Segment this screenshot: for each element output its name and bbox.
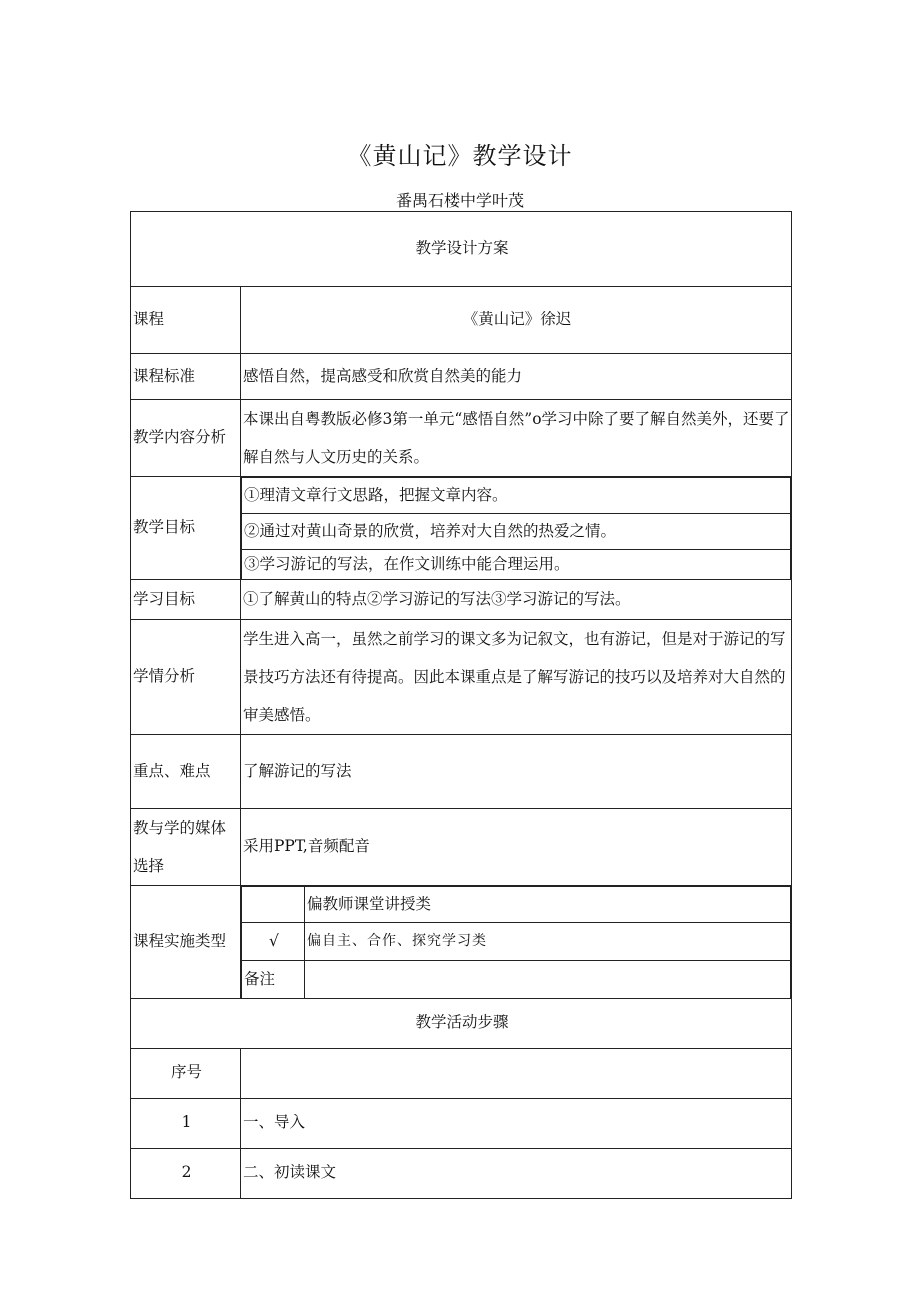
step-number: 1 bbox=[131, 1098, 241, 1148]
standard-label: 课程标准 bbox=[131, 354, 241, 400]
teaching-goal-item: ③学习游记的写法，在作文训练中能合理运用。 bbox=[242, 550, 791, 579]
step-text: 二、初读课文 bbox=[241, 1148, 792, 1198]
key-points-value: 了解游记的写法 bbox=[241, 735, 792, 809]
course-type-label: 课程实施类型 bbox=[131, 886, 241, 999]
note-value bbox=[305, 961, 791, 998]
course-type-cell bbox=[241, 886, 792, 999]
learning-goals-label: 学习目标 bbox=[131, 580, 241, 620]
author-line: 番禺石楼中学叶茂 bbox=[395, 191, 524, 210]
lesson-plan-table bbox=[130, 211, 792, 1199]
option-teacher-led: 偏教师课堂讲授类 bbox=[305, 887, 791, 923]
student-analysis-value: 学生进入高一，虽然之前学习的课文多为记叙文，也有游记，但是对于游记的写景技巧方法还有待提高。因此本课重点是了解写游记的技巧以及培养对大自然的审美感悟。 bbox=[241, 620, 792, 735]
teaching-goals-cell bbox=[241, 477, 792, 580]
standard-value: 感悟自然，提高感受和欣赏自然美的能力 bbox=[241, 354, 792, 400]
option-self-directed: 偏自主、合作、探究学习类 bbox=[305, 923, 791, 961]
plan-header: 教学设计方案 bbox=[131, 212, 792, 287]
option-check-mark bbox=[242, 887, 305, 923]
steps-col-label: 序号 bbox=[131, 1048, 241, 1098]
option-check-mark: √ bbox=[242, 923, 305, 961]
learning-goals-value: ①了解黄山的特点②学习游记的写法③学习游记的写法。 bbox=[241, 580, 792, 620]
course-value: 《黄山记》徐迟 bbox=[241, 287, 792, 354]
step-number: 2 bbox=[131, 1148, 241, 1198]
steps-header: 教学活动步骤 bbox=[131, 998, 792, 1048]
key-points-label: 重点、难点 bbox=[131, 735, 241, 809]
step-text: 一、导入 bbox=[241, 1098, 792, 1148]
student-analysis-label: 学情分析 bbox=[131, 620, 241, 735]
content-analysis-label: 教学内容分析 bbox=[131, 400, 241, 477]
course-label: 课程 bbox=[131, 287, 241, 354]
media-label: 教与学的媒体选择 bbox=[131, 809, 241, 886]
teaching-goal-item: ①理清文章行文思路，把握文章内容。 bbox=[242, 478, 791, 514]
media-value: 采用PPT,音频配音 bbox=[241, 809, 792, 886]
teaching-goal-item: ②通过对黄山奇景的欣赏，培养对大自然的热爱之情。 bbox=[242, 514, 791, 550]
content-analysis-value: 本课出自粤教版必修3第一单元“感悟自然”o学习中除了要了解自然美外，还要了解自然与人文历史的关系。 bbox=[241, 400, 792, 477]
note-label: 备注 bbox=[242, 961, 305, 998]
document-title: 《黄山记》教学设计 bbox=[347, 142, 573, 170]
steps-col-empty bbox=[241, 1048, 792, 1098]
teaching-goals-label: 教学目标 bbox=[131, 477, 241, 580]
